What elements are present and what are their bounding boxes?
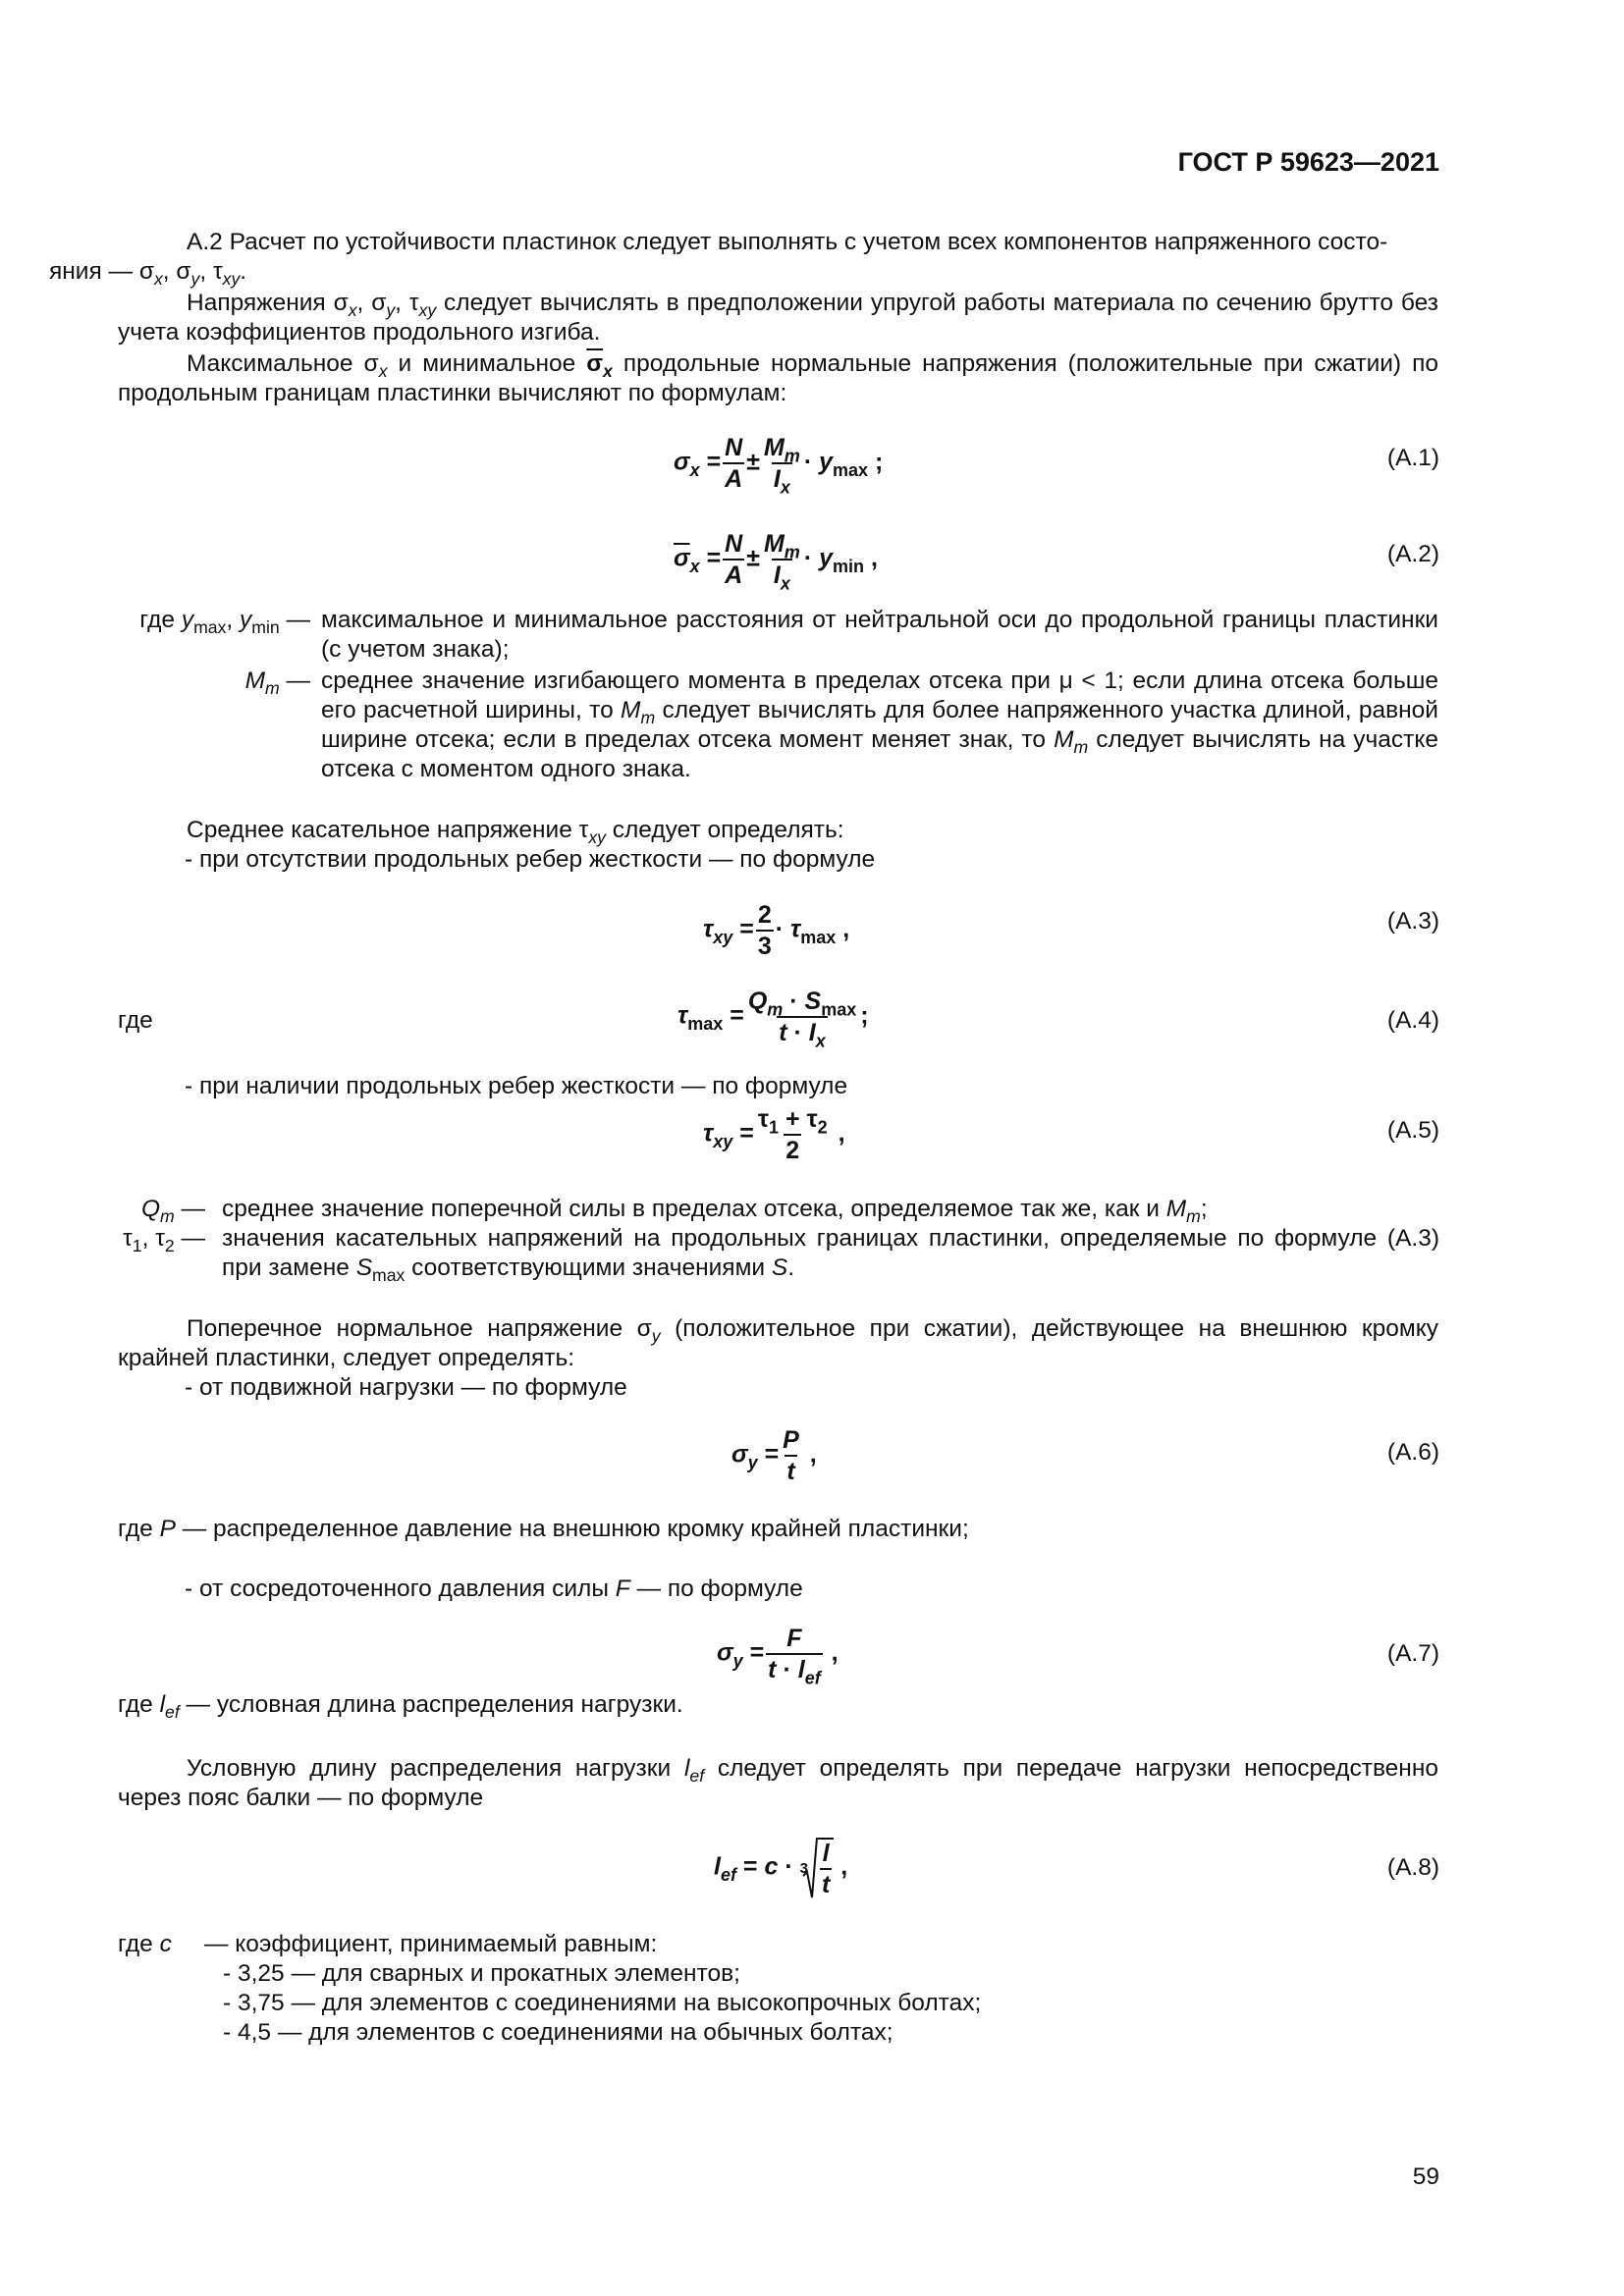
where-p: где P — распределенное давление на внешнюю кромку крайней пластинки; [118, 1516, 969, 1542]
eq-number-a8: (А.8) [1386, 1854, 1439, 1881]
where-def-qm: среднее значение поперечной силы в пределах отсека, определяемое так же, как и $M_m$; [222, 1196, 1208, 1227]
formula-a4: $\tau_{max}$ = $\frac{Q_m \cdot S_{max}}{t \cdot I_x}$ ; [677, 988, 869, 1051]
eq-number-a6: (А.6) [1386, 1439, 1439, 1466]
where-term-y: где $y_{max}$, $y_{min}$ — [139, 607, 310, 638]
c-value-3: - 4,5 — для элементов с соединениями на обычных болтах; [223, 2019, 893, 2046]
eq-number-a5: (А.5) [1386, 1117, 1439, 1144]
item-no-ribs: - при отсутствии продольных ребер жесткости — по формуле [185, 846, 876, 873]
c-value-2: - 3,75 — для элементов с соединениями на высокопрочных болтах; [223, 1990, 982, 2016]
paragraph-max-min: Максимальное $\sigma_x$ и минимальное $\overline{\sigma}_x$ продольные нормальные напряжения (положительные при сжатии) по продольным границам пластинки вычисляют по формулам: [118, 350, 1438, 406]
paragraph-lef: Условную длину распределения нагрузки $l_{ef}$ следует определять при передаче нагрузки непосредственно через пояс балки — по формуле [118, 1755, 1438, 1811]
where-term-qm: $Q_m$ — [140, 1196, 205, 1227]
paragraph-a2-text: А.2 Расчет по устойчивости пластинок следует выполнять с учетом всех компонентов напряженного состо- [187, 229, 1388, 255]
cube-root: 3 $\frac{l}{t}$ [800, 1837, 835, 1899]
formula-a8: $l_{ef} = c$ · 3 $\frac{l}{t}$ , [714, 1837, 847, 1899]
eq-number-a2: (А.2) [1386, 541, 1439, 567]
item-with-ribs: - при наличии продольных ребер жесткости — по формуле [185, 1073, 848, 1099]
paragraph-shear: Среднее касательное напряжение $\tau_{xy}$ следует определять: [187, 817, 844, 848]
paragraph-transverse: Поперечное нормальное напряжение $\sigma_y$ (положительное при сжатии), действующее на внешнюю кромку крайней пластинки, следует определять: [118, 1315, 1438, 1371]
where-def-tau: значения касательных напряжений на продольных границах пластинки, определяемые по формуле (А.3) при замене $S_{max}$ соответствующими значениями S. [222, 1225, 1439, 1286]
item-concentrated: - от сосредоточенного давления силы F — по формуле [185, 1575, 803, 1602]
page-number: 59 [1412, 2163, 1439, 2190]
where-label: где [118, 1007, 153, 1034]
where-c-def: — коэффициент, принимаемый равным: [204, 1931, 658, 1957]
eq-number-a7: (А.7) [1386, 1640, 1439, 1667]
formula-a7: $\sigma_y$ = $\frac{F}{t \cdot l_{ef}}$ , [717, 1625, 839, 1688]
formula-a6: $\sigma_y$ = $\frac{P}{t}$ , [731, 1426, 817, 1485]
paragraph-a2-cont: яния — $\sigma_x$, $\sigma_y$, $\tau_{xy}$. [49, 258, 247, 290]
c-value-1: - 3,25 — для сварных и прокатных элементов; [223, 1960, 740, 1987]
paragraph-stresses: Напряжения $\sigma_x$, $\sigma_y$, $\tau_{xy}$ следует вычислять в предположении упругой работы материала по сечению брутто без учета коэффициентов продольного изгиба. [118, 290, 1438, 346]
eq-number-a4: (А.4) [1386, 1007, 1439, 1034]
item-moving-load: - от подвижной нагрузки — по формуле [185, 1374, 627, 1401]
formula-a5: $\tau_{xy}$ = $\frac{\tau_1 + \tau_2}{2}$ , [703, 1105, 845, 1164]
formula-a1: $\sigma_x$ = $\frac{N}{A}$ ± $\frac{M_m}{I_x}$ · $y_{max}$ ; [674, 434, 884, 498]
where-def-mm: среднее значение изгибающего момента в пределах отсека при μ < 1; если длина отсека больше его расчетной ширины, то $M_m$ следует вычислять для более напряженного участка длиной, равной ширине отсека; если в пределах отсека момент меняет знак, то $M_m$ следует вычислять на участке отсека с моментом одного знака. [321, 667, 1438, 782]
eq-number-a3: (А.3) [1386, 908, 1439, 934]
formula-a2: $\overline{\sigma}_x$ = $\frac{N}{A}$ ± $\frac{M_m}{I_x}$ · $y_{min}$ , [674, 530, 878, 594]
where-term-mm: $M_m$ — [244, 667, 310, 699]
where-def-y: максимальное и минимальное расстояния от нейтральной оси до продольной границы пластинки (с учетом знака); [321, 607, 1438, 663]
paragraph-a2 [49, 228, 1438, 290]
where-c-term: где c [118, 1931, 172, 1957]
where-lef: где $l_{ef}$ — условная длина распределения нагрузки. [118, 1691, 683, 1723]
where-term-tau: $\tau_1$, $\tau_2$ — [123, 1225, 205, 1256]
formula-a3: $\tau_{xy}$ = $\frac{2}{3}$ · $\tau_{max}$ , [703, 901, 850, 960]
eq-number-a1: (А.1) [1386, 445, 1439, 471]
standard-header: ГОСТ Р 59623—2021 [1177, 147, 1439, 177]
